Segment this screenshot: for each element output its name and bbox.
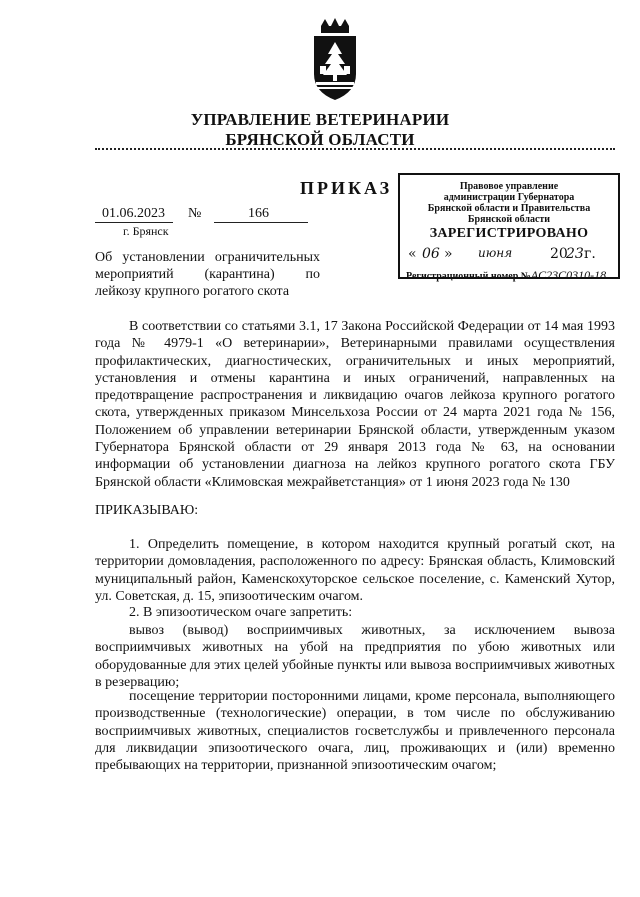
stamp-date: « 06 » июня 20 23 г.: [408, 246, 596, 262]
number-underline: [214, 222, 308, 223]
stamp-registered-title: ЗАРЕГИСТРИРОВАНО: [429, 226, 589, 241]
stamp-registration: [400, 268, 618, 283]
header-dotted-divider: [95, 148, 615, 150]
stamp-reg-number: AC23C0310-18: [530, 268, 607, 282]
stamp-line1: Правовое управление: [459, 181, 559, 192]
stamp-year-suffix: 23: [566, 246, 584, 262]
stamp-year-label: г.: [584, 246, 596, 262]
coat-of-arms-emblem: [302, 18, 368, 104]
registration-stamp: [398, 173, 620, 282]
stamp-day: 06: [422, 246, 440, 262]
document-subject: [95, 249, 320, 300]
subject-line1: Об установлении ограничительных: [95, 250, 320, 265]
document-city: г. Брянск: [123, 224, 169, 238]
date-underline: [95, 222, 173, 223]
preamble-paragraph: В соответствии со статьями 3.1, 17 Закона Российской Федерации от 14 мая 1993 года № 4979-1 «О ветеринарии», Ветеринарными правилами осуществления профилактических, диагностических, ограничительных и иных мероприятий, установления и отмены карантина и иных ограничений, направленных на предотвращение распространения и ликвидацию очагов лейкоза крупного рогатого скота, утвержденных приказом Минсельхоза России от 24 марта 2021 года № 156, Положением об управлении ветеринарии Брянской области, утвержденным указом Губернатора Брянской области от 29 января 2013 года № 63, на основании информации об установлении диагноза на лейкоз крупного рогатого скота ГБУ Брянской области «Климовская межрайветстанция» от 1 июня 2023 года № 130: [95, 319, 615, 490]
stamp-year-prefix: 20: [550, 246, 568, 262]
order-item-2-sub2: посещение территории посторонними лицами, кроме персонала, выполняющего производственные (технологические) операции, в том числе по обслуживанию восприимчивых животных, специалистов госветслужбы и привлеченного персонала для ликвидации эпизоотического очага, лиц, проживающих и (или) временно пребывающих на территории, признанной эпизоотическим очагом;: [95, 689, 615, 774]
stamp-line4: Брянской области: [467, 214, 551, 225]
subject-line2: мероприятий (карантина) по: [95, 267, 320, 282]
organization-name-line2: БРЯНСКОЙ ОБЛАСТИ: [225, 130, 415, 149]
subject-line3: лейкозу крупного рогатого скота: [95, 284, 290, 299]
order-word: ПРИКАЗЫВАЮ:: [95, 503, 199, 518]
document-date: 01.06.2023: [102, 206, 165, 221]
organization-name-line1: УПРАВЛЕНИЕ ВЕТЕРИНАРИИ: [190, 110, 450, 129]
stamp-line3: Брянской области и Правительства: [427, 203, 591, 214]
stamp-month: июня: [478, 246, 513, 260]
order-item-2-sub1: вывоз (вывод) восприимчивых животных, за исключением вывоза восприимчивых животных на убой на предприятия по убою животных или оборудованные для этих целей убойные пункты или вывоза восприимчивых животных в резервацию;: [95, 623, 615, 690]
order-item-2: 2. В эпизоотическом очаге запретить:: [129, 605, 353, 620]
document-number: 166: [248, 206, 269, 221]
order-item-1: 1. Определить помещение, в котором находится крупный рогатый скот, на территории домовладения, расположенного по адресу: Брянская область, Климовский муниципальный район, Каменскохуторское сельское поселение, с. Каменский Хутор, ул. Советская, д. 15, эпизоотическим очагом.: [95, 537, 615, 604]
document-type-title: ПРИКАЗ: [300, 178, 393, 198]
number-sign: №: [188, 206, 202, 221]
stamp-reg-label: Регистрационный номер №: [406, 271, 531, 282]
stamp-line2: администрации Губернатора: [443, 192, 575, 203]
